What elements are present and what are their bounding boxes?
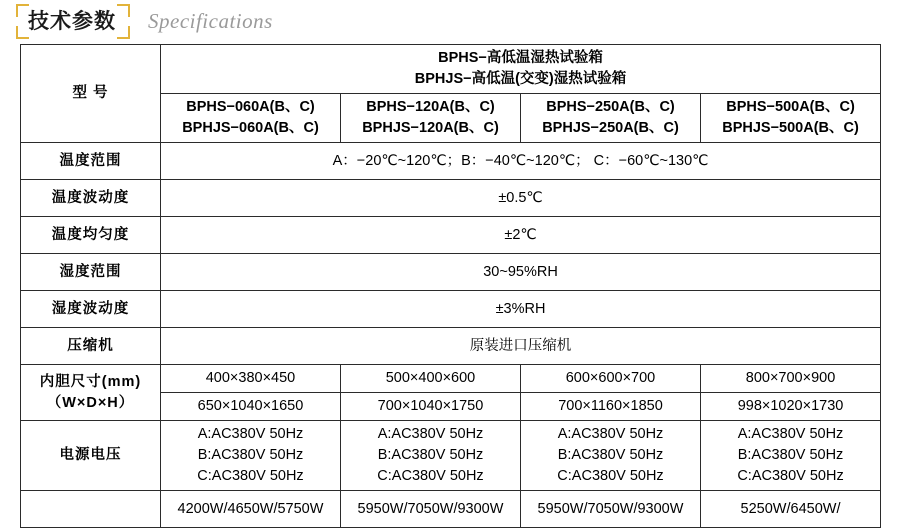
model-cell-2 [341,94,521,143]
voltage-cell-3-line1: A:AC380V 50Hz [557,426,664,443]
voltage-cell-4-line2: B:AC380V 50Hz [737,447,844,464]
page-header [0,0,900,42]
row-value-temp-uniformity: ±2℃ [161,217,881,254]
voltage-cell-2 [341,421,521,491]
model-cell-4-line2: BPHJS−500A(B、C) [722,120,859,137]
model-cell-3-line1: BPHS−250A(B、C) [546,99,675,116]
inner-size-cell-3: 600×600×700 [521,365,701,393]
table-row [21,143,881,180]
voltage-cell-3-line3: C:AC380V 50Hz [557,468,664,485]
outer-size-cell-4: 998×1020×1730 [701,393,881,421]
voltage-cell-2-line3: C:AC380V 50Hz [377,468,484,485]
voltage-cell-3-line2: B:AC380V 50Hz [557,447,664,464]
model-cell-1 [161,94,341,143]
inner-size-cell-4: 800×700×900 [701,365,881,393]
inner-size-cell-2: 500×400×600 [341,365,521,393]
outer-size-cell-1: 650×1040×1650 [161,393,341,421]
outer-size-cell-2: 700×1040×1750 [341,393,521,421]
table-row [21,291,881,328]
row-label-temp-uniformity: 温度均匀度 [21,217,161,254]
row-label-dimensions-line2: （W×D×H） [46,394,135,411]
model-title-line1: BPHS−高低温湿热试验箱 [438,50,603,66]
row-label-voltage: 电源电压 [21,421,161,491]
voltage-cell-4-line3: C:AC380V 50Hz [737,468,844,485]
row-label-humidity-fluctuation: 湿度波动度 [21,291,161,328]
voltage-cell-1 [161,421,341,491]
voltage-cell-3 [521,421,701,491]
model-cell-3 [521,94,701,143]
power-cell-4: 5250W/6450W/ [701,491,881,528]
page-title: 技术参数 [28,9,116,33]
model-title-line2: BPHJS−高低温(交变)湿热试验箱 [414,71,627,88]
row-value-humidity-range: 30~95%RH [161,254,881,291]
model-title-cell [161,45,881,94]
row-label-dimensions [21,365,161,421]
table-row [21,328,881,365]
corner-bracket-bottom-right-icon [117,26,130,39]
table-row [21,491,881,528]
page-subtitle: Specifications [148,8,273,33]
power-cell-2: 5950W/7050W/9300W [341,491,521,528]
model-cell-4-line1: BPHS−500A(B、C) [726,99,855,116]
section-title-box [20,9,126,34]
voltage-cell-1-line2: B:AC380V 50Hz [197,447,304,464]
table-row [21,254,881,291]
voltage-cell-2-line1: A:AC380V 50Hz [377,426,484,443]
power-cell-3: 5950W/7050W/9300W [521,491,701,528]
model-cell-2-line1: BPHS−120A(B、C) [366,99,495,116]
table-row [21,421,881,491]
corner-bracket-top-left-icon [16,4,29,17]
row-label-temp-range: 温度范围 [21,143,161,180]
row-label-humidity-range: 湿度范围 [21,254,161,291]
table-row [21,217,881,254]
voltage-cell-1-line3: C:AC380V 50Hz [197,468,304,485]
row-label-model: 型 号 [21,45,161,143]
power-cell-1: 4200W/4650W/5750W [161,491,341,528]
table-row [21,180,881,217]
row-label-dimensions-line1: 内胆尺寸(mm) [39,373,142,390]
table-row [21,365,881,393]
row-value-humidity-fluctuation: ±3%RH [161,291,881,328]
model-cell-1-line1: BPHS−060A(B、C) [186,99,315,116]
corner-bracket-bottom-left-icon [16,26,29,39]
voltage-cell-4-line1: A:AC380V 50Hz [737,426,844,443]
voltage-cell-4 [701,421,881,491]
table-row [21,45,881,94]
model-cell-1-line2: BPHJS−060A(B、C) [182,120,319,137]
row-value-temp-fluctuation: ±0.5℃ [161,180,881,217]
voltage-cell-2-line2: B:AC380V 50Hz [377,447,484,464]
inner-size-cell-1: 400×380×450 [161,365,341,393]
row-label-compressor: 压缩机 [21,328,161,365]
outer-size-cell-3: 700×1160×1850 [521,393,701,421]
model-cell-3-line2: BPHJS−250A(B、C) [542,120,679,137]
specifications-table [20,44,881,528]
row-label-temp-fluctuation: 温度波动度 [21,180,161,217]
row-label-power [21,491,161,528]
voltage-cell-1-line1: A:AC380V 50Hz [197,426,304,443]
model-cell-4 [701,94,881,143]
row-value-temp-range: A：−20℃~120℃；B：−40℃~120℃； C：−60℃~130℃ [161,143,881,180]
row-value-compressor: 原装进口压缩机 [161,328,881,365]
corner-bracket-top-right-icon [117,4,130,17]
model-cell-2-line2: BPHJS−120A(B、C) [362,120,499,137]
